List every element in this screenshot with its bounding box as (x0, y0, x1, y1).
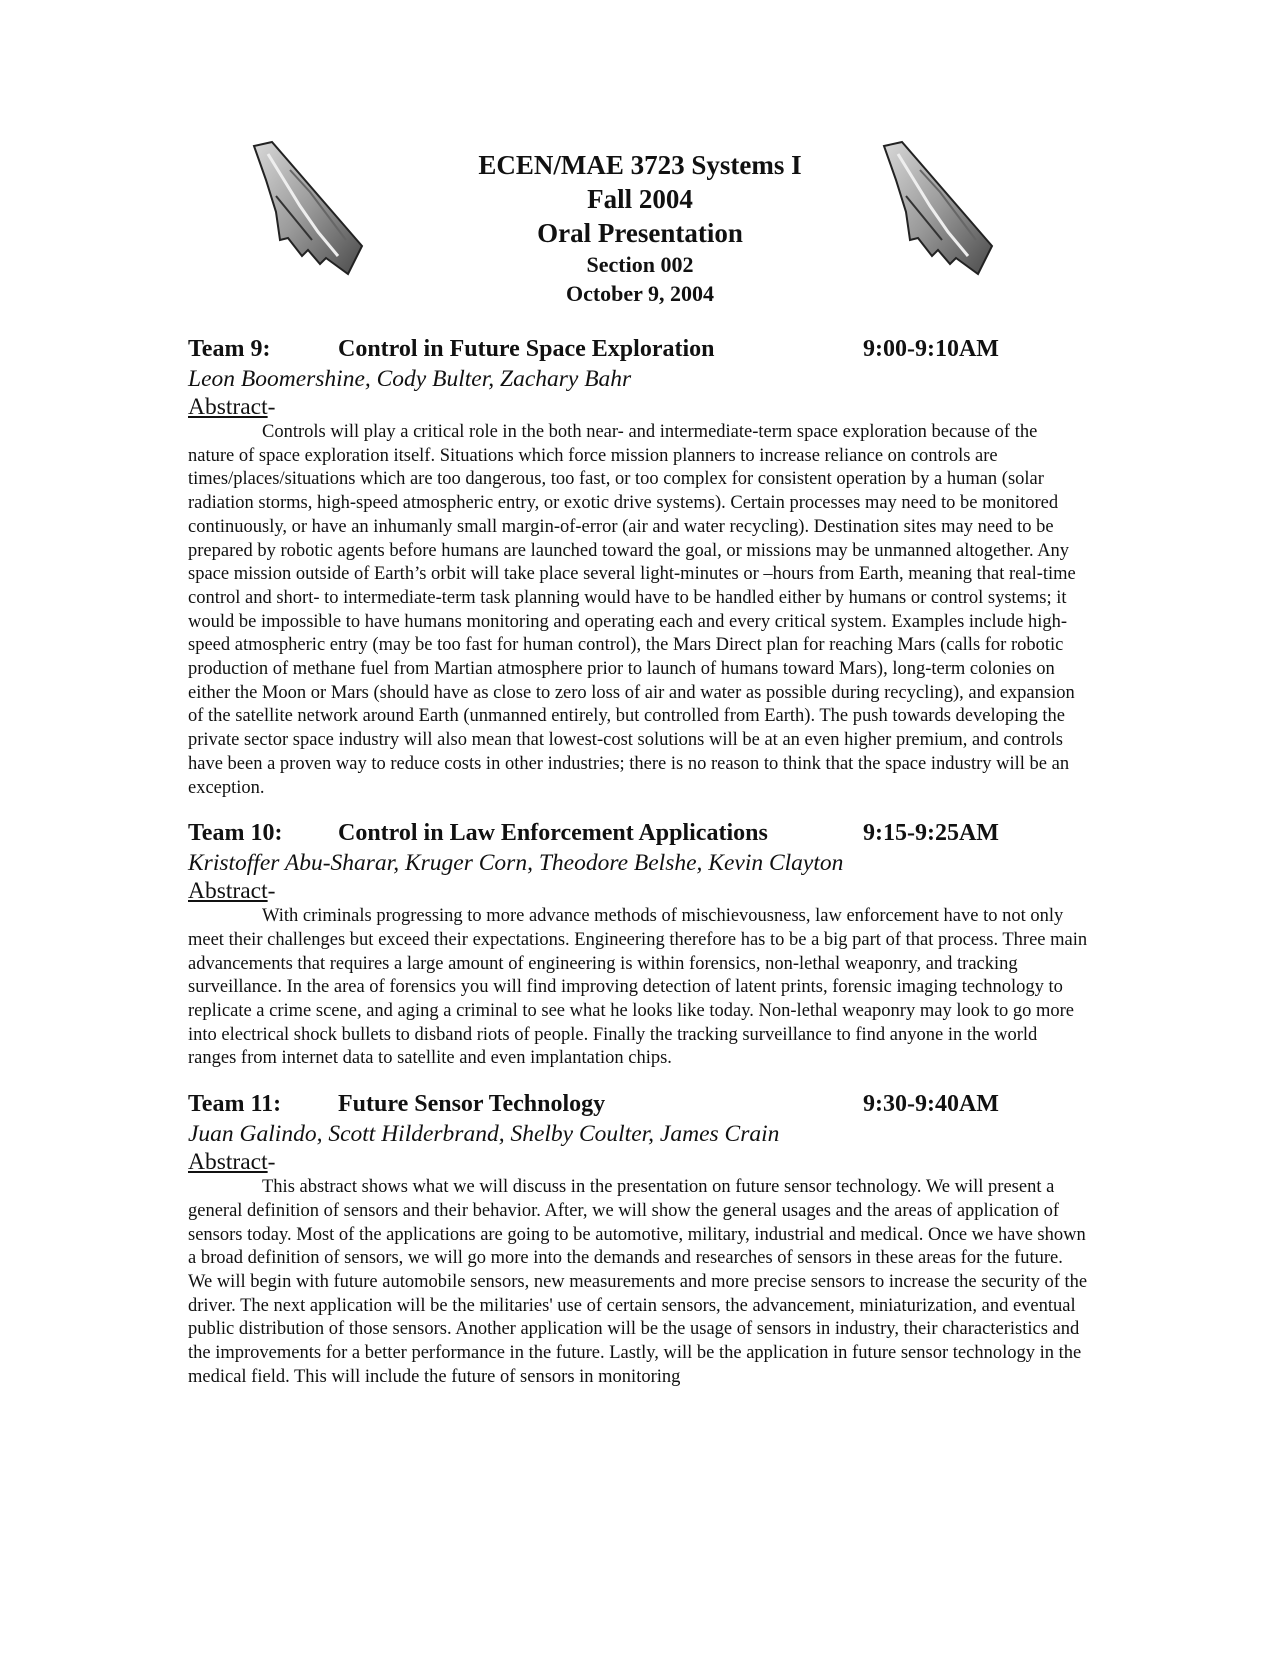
term: Fall 2004 (587, 184, 693, 214)
team-time: 9:00-9:10AM (863, 336, 999, 362)
abstract-text: With criminals progressing to more advance methods of mischievousness, law enforcement have to not only meet their challenges but exceed their expectations. Engineering therefore has to be a big part of that process. Three main advancements that requires a large amount of engineering is within forensics, non-lethal weaponry, and tracking surveillance. In the area of forensics you will find improving detection of latent prints, forensic imaging technology to replicate a crime scene, and aging a criminal to see what he looks like today. Non-lethal weaponry may look to go more into electrical shock bullets to disband riots of people. Finally the tracking surveillance to find anyone in the world ranges from internet data to satellite and even implantation chips. (188, 906, 1088, 1069)
course-title: ECEN/MAE 3723 Systems I (478, 150, 802, 180)
team-members: Juan Galindo, Scott Hilderbrand, Shelby Coulter, James Crain (188, 1121, 780, 1148)
abstract-dash: - (267, 1149, 276, 1176)
team-entry (188, 1089, 1088, 1389)
abstract-text: Controls will play a critical role in the both near- and intermediate-term space exploration because of the nature of space exploration itself. Situations which force mission planners to increase reliance on controls are times/places/situations which are too dangerous, too fast, or too complex for consistent operation by a human (solar radiation storms, high-speed atmospheric entry, or exotic drive systems). Certain processes may need to be monitored continuously, or have an inhumanly small margin-of-error (air and water recycling). Destination sites may need to be prepared by robotic agents before humans are launched toward the goal, or missions may be unmanned altogether. Any space mission outside of Earth’s orbit will take place several light-minutes or –hours from Earth, meaning that real-time control and short- to intermediate-term task planning would have to be handled either by humans or control systems; it would be impossible to have humans monitoring and operating each and every critical system. Examples include high-speed atmospheric entry (may be too fast for human control), the Mars Direct plan for reaching Mars (calls for robotic production of methane fuel from Martian atmosphere prior to launch of humans toward Mars), long-term colonies on either the Moon or Mars (should have as close to zero loss of air and water as possible during recycling), and expansion of the satellite network around Earth (unmanned entirely, but controlled from Earth). The push towards developing the private sector space industry will also mean that lowest-cost solutions will be at an even higher premium, and controls have been a proven way to reduce costs in other industries; there is no reason to think that the space industry will be an exception. (188, 422, 1076, 798)
abstract-label (188, 394, 1088, 421)
team-entry (188, 334, 1088, 800)
abstract-text: This abstract shows what we will discuss in the presentation on future sensor technology. We will present a general definition of sensors and their behavior. After, we will show the general usages and the areas of application of sensors today. Most of the applications are going to be automotive, military, industrial and medical. Once we have shown a broad definition of sensors, we will go more into the demands and researches of sensors in these areas for the future. We will begin with future automobile sensors, new measurements and more precise sensors to increase the security of the driver. The next application will be the militaries' use of certain sensors, the advancement, miniaturization, and eventual public distribution of those sensors. Another application will be the usage of sensors in industry, their characteristics and the improvements for a better performance in the future. Lastly, will be the application in future sensor technology in the medical field. This will include the future of sensors in monitoring (188, 1177, 1088, 1387)
event-title: Oral Presentation (537, 218, 743, 248)
team-list (188, 334, 1088, 1408)
team-entry (188, 818, 1088, 1071)
presentation-date: October 9, 2004 (565, 281, 715, 306)
team-heading (188, 818, 1088, 849)
team-title: Control in Law Enforcement Applications (338, 820, 768, 847)
team-number: Team 10: (188, 820, 283, 847)
team-title: Control in Future Space Exploration (338, 336, 715, 362)
team-number: Team 9: (188, 336, 271, 362)
document-header (0, 148, 1280, 308)
team-time: 9:15-9:25AM (863, 820, 999, 847)
section-number: Section 002 (586, 252, 694, 277)
team-number: Team 11: (188, 1091, 282, 1118)
team-members: Leon Boomershine, Cody Bulter, Zachary Bahr (188, 366, 632, 392)
team-time: 9:30-9:40AM (863, 1091, 999, 1118)
abstract-dash: - (267, 878, 276, 905)
abstract-label (188, 1149, 1088, 1176)
abstract-word: Abstract (188, 394, 268, 420)
team-heading (188, 334, 1088, 365)
team-heading (188, 1089, 1088, 1120)
abstract-dash: - (267, 394, 276, 420)
team-members: Kristoffer Abu-Sharar, Kruger Corn, Theodore Belshe, Kevin Clayton (188, 850, 844, 877)
abstract-word: Abstract (188, 1149, 268, 1176)
abstract-word: Abstract (188, 878, 268, 905)
abstract-label (188, 878, 1088, 905)
team-title: Future Sensor Technology (338, 1091, 606, 1118)
